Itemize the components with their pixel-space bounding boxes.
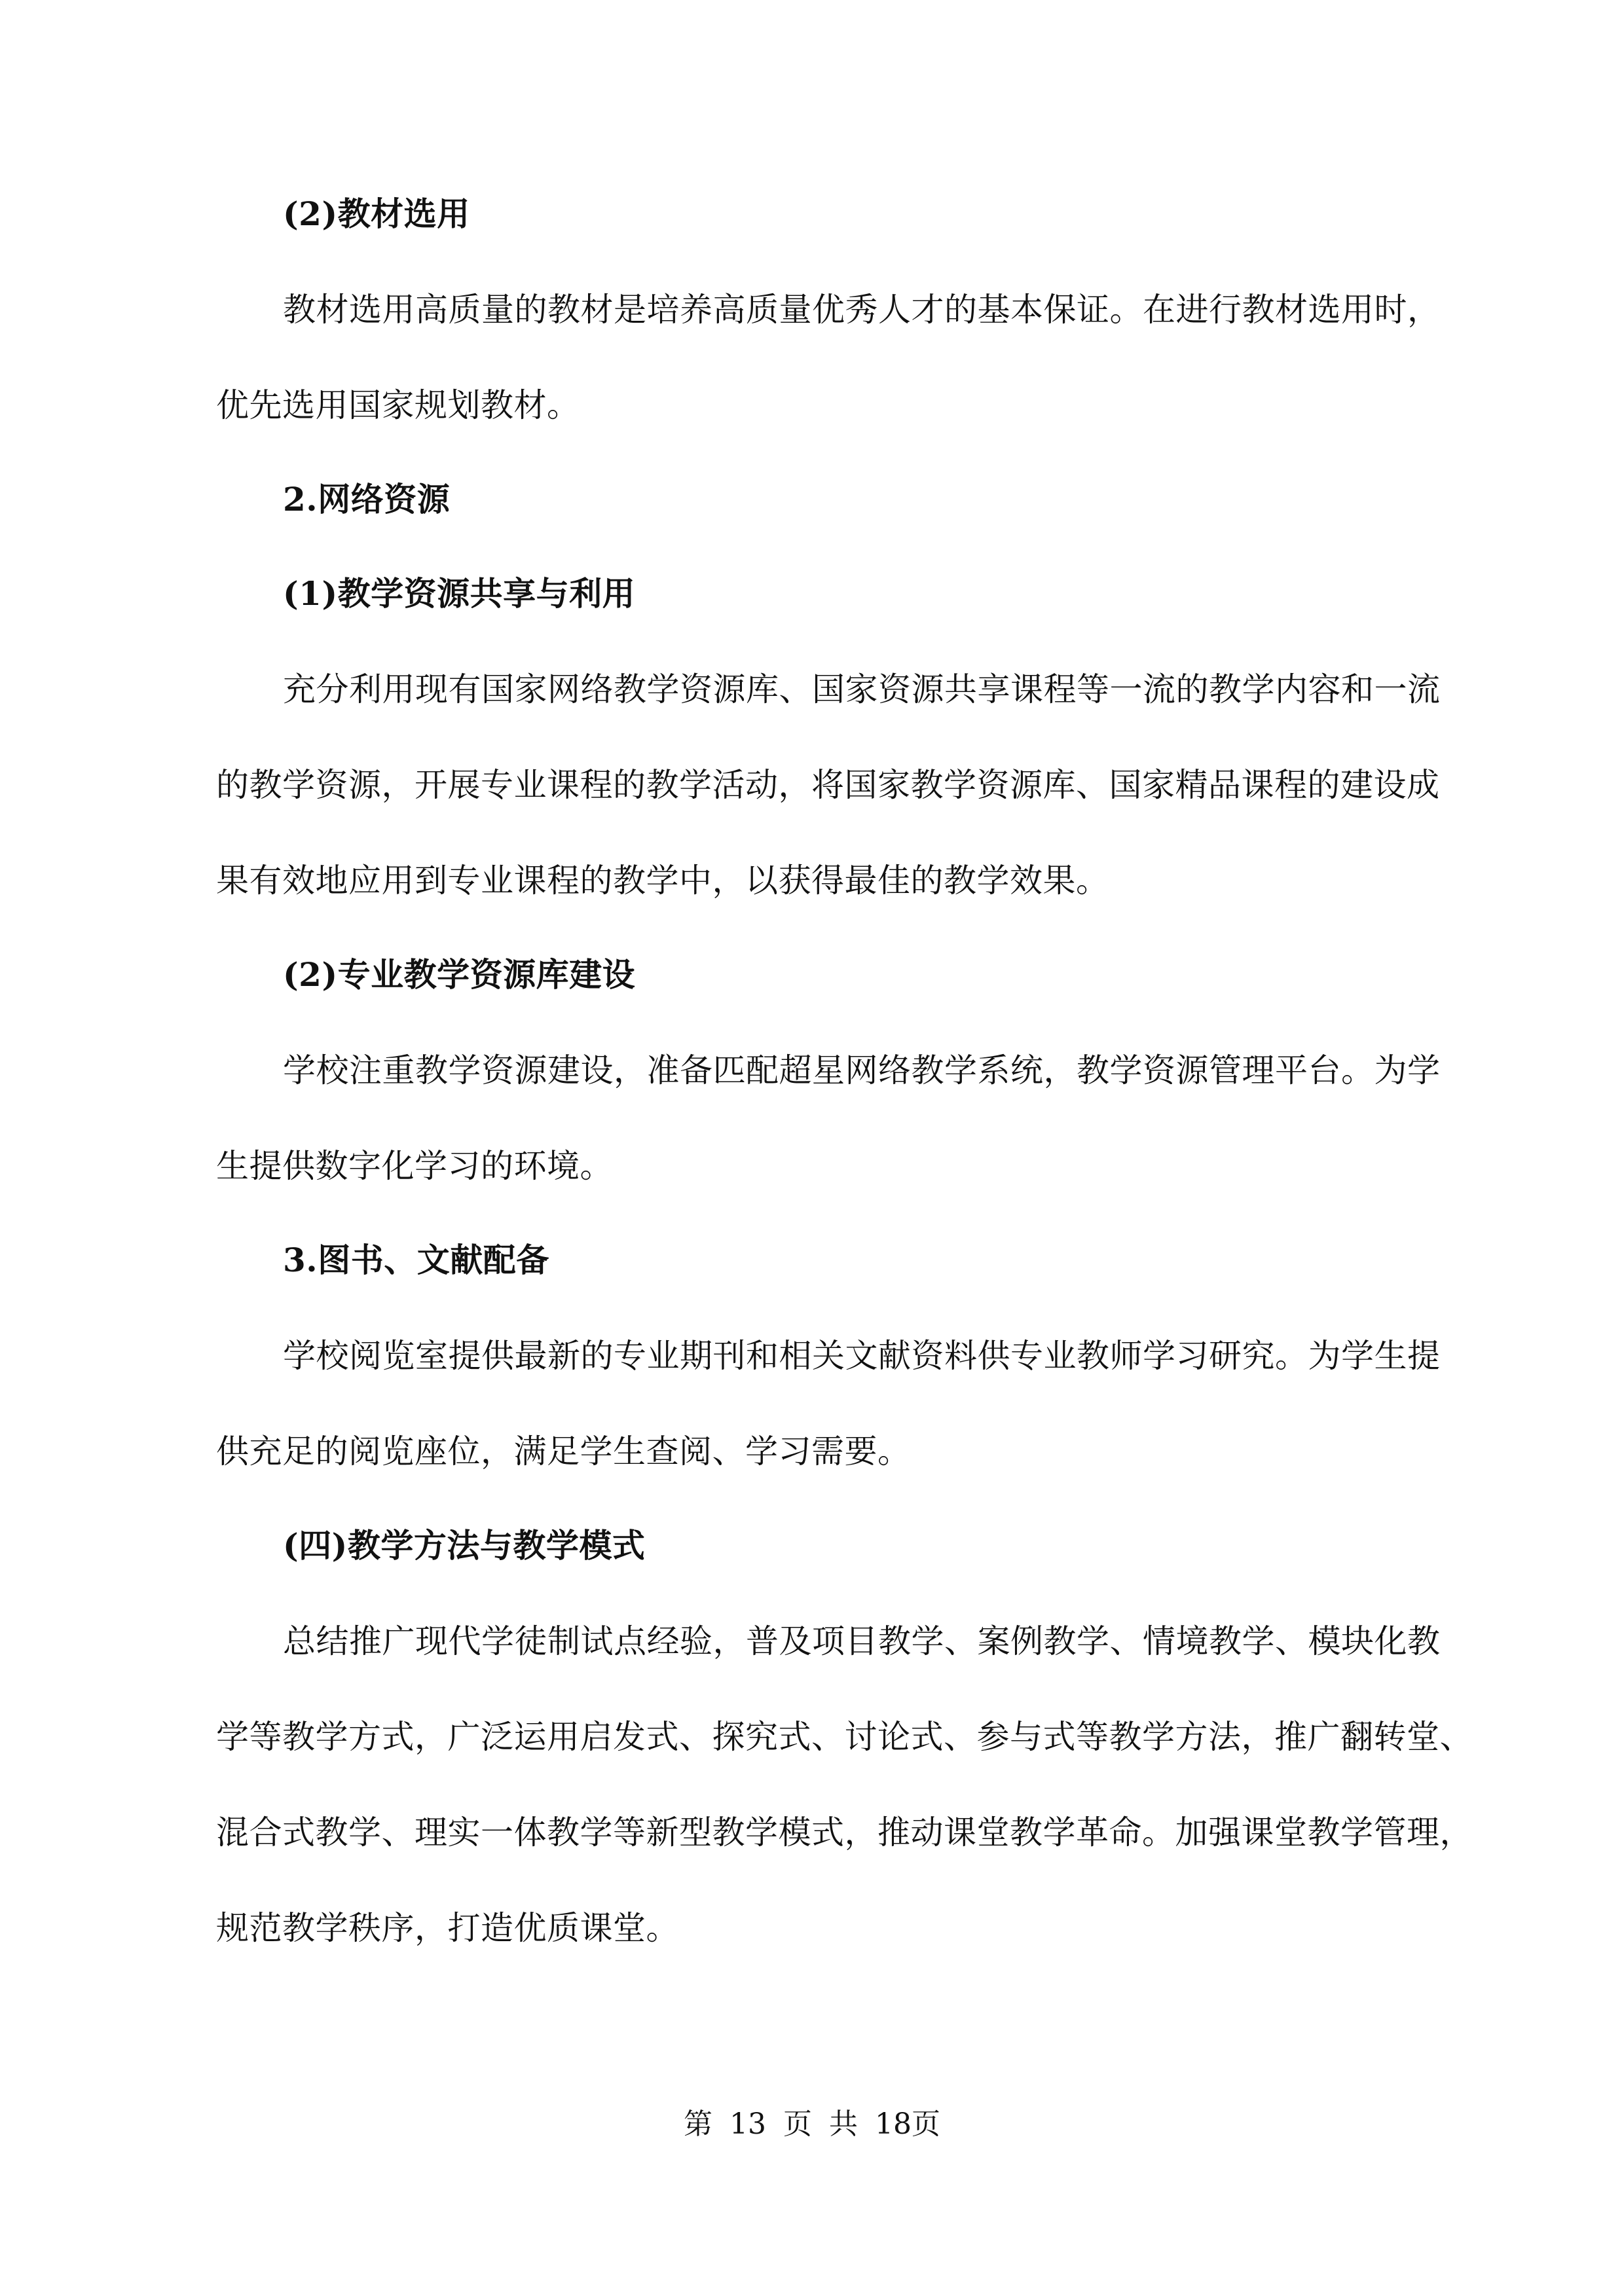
paragraph-line: 的 教 学 资 源 ， 开 展 专 业 课 程 的 教 学 活 动 ， 将 国 家 教 学 资 源 库 、 国 家 精 品 课 程 的 建 设 成 xyxy=(216,766,1440,804)
paragraph-line: 优先选用国家规划教材。 xyxy=(216,386,580,424)
paragraph-line: 混 合 式 教 学 、 理 实 一 体 教 学 等 新 型 教 学 模 式 ， 推 动 课 堂 教 学 革 命 。 加 强 课 堂 教 学 管 理 ， xyxy=(216,1813,1473,1851)
paragraph-line: 规范教学秩序，打造优质课堂。 xyxy=(216,1909,679,1947)
paragraph-line: 果有效地应用到专业课程的教学中，以获得最佳的教学效果。 xyxy=(216,862,1109,900)
paragraph-line: 学 校 注 重 教 学 资 源 建 设 ， 准 备 匹 配 超 星 网 络 教 学 系 统 ， 教 学 资 源 管 理 平 台 。 为 学 xyxy=(283,1051,1441,1089)
section-heading-textbook-selection: (2)教材选用 xyxy=(283,194,470,233)
section-heading-resource-sharing: (1)教学资源共享与利用 xyxy=(283,574,636,613)
paragraph-line: 学 等 教 学 方 式 ， 广 泛 运 用 启 发 式 、 探 究 式 、 讨 论 式 、 参 与 式 等 教 学 方 法 ， 推 广 翻 转 堂 、 xyxy=(216,1718,1473,1756)
section-heading-network-resources: 2.网络资源 xyxy=(283,480,451,519)
paragraph-line: 学 校 阅 览 室 提 供 最 新 的 专 业 期 刊 和 相 关 文 献 资 料 供 专 业 教 师 学 习 研 究 。 为 学 生 提 xyxy=(283,1337,1441,1375)
paragraph-line: 生提供数字化学习的环境。 xyxy=(216,1147,613,1185)
paragraph-line: 教 材 选 用 高 质 量 的 教 材 是 培 养 高 质 量 优 秀 人 才 的 基 本 保 证 。 在 进 行 教 材 选 用 时 ， xyxy=(283,291,1441,329)
paragraph-line: 供充足的阅览座位，满足学生查阅、学习需要。 xyxy=(216,1432,911,1470)
section-heading-teaching-methods: (四)教学方法与教学模式 xyxy=(283,1526,646,1565)
paragraph-line: 总 结 推 广 现 代 学 徒 制 试 点 经 验 ， 普 及 项 目 教 学 、 案 例 教 学 、 情 境 教 学 、 模 块 化 教 xyxy=(283,1622,1441,1660)
section-heading-resource-library: (2)专业教学资源库建设 xyxy=(283,955,636,994)
section-heading-books-documents: 3.图书、文献配备 xyxy=(283,1241,549,1279)
page-number-footer: 第 13 页 共 18页 xyxy=(684,2107,940,2141)
paragraph-line: 充 分 利 用 现 有 国 家 网 络 教 学 资 源 库 、 国 家 资 源 共 享 课 程 等 一 流 的 教 学 内 容 和 一 流 xyxy=(283,670,1441,708)
